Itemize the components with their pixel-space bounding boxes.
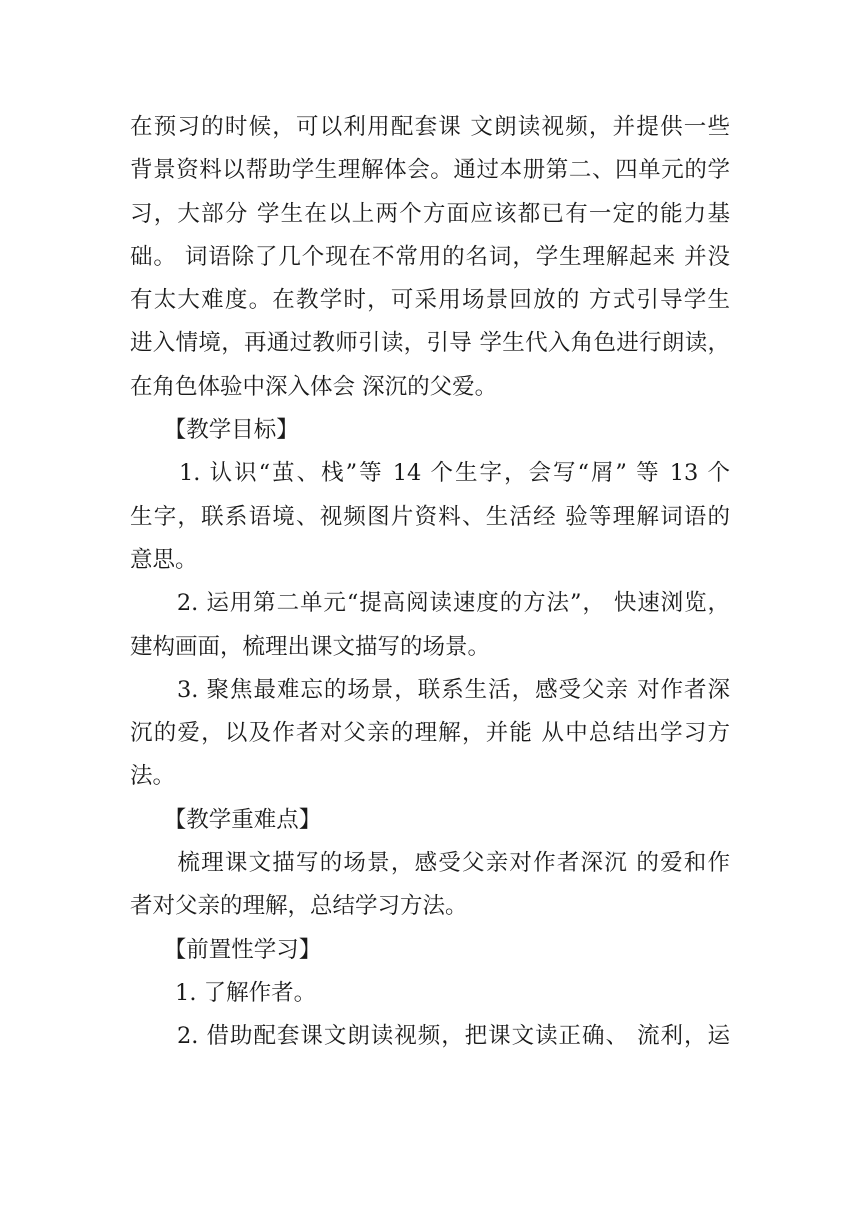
section-heading-pre	[130, 929, 730, 972]
text-line: 2. 借助配套课文朗读视频，把课文读正确、 流利，运	[130, 1023, 730, 1050]
paragraph-goal-2	[130, 582, 730, 669]
text-line: 进入情境，再通过教师引读，引导 学生代入角色进行朗读，	[130, 330, 730, 357]
text-line: 建构画面，梳理出课文描写的场景。	[130, 633, 491, 660]
text-line: 背景资料以帮助学生理解体会。通过本册第二、四单元的学	[130, 157, 730, 184]
text-line: 生字，联系语境、视频图片资料、生活经 验等理解词语的	[130, 503, 730, 530]
text-line: 础。 词语除了几个现在不常用的名词，学生理解起来 并没	[130, 243, 730, 270]
paragraph-intro	[130, 106, 730, 409]
text-line: 1. 了解作者。	[130, 979, 317, 1006]
paragraph-goal-3	[130, 669, 730, 799]
text-line: 3. 聚焦最难忘的场景，联系生活，感受父亲 对作者深	[130, 676, 730, 703]
heading-text: 【教学重难点】	[130, 806, 322, 833]
heading-text: 【教学目标】	[130, 417, 299, 444]
paragraph-key-points	[130, 842, 730, 929]
text-line: 习，大部分 学生在以上两个方面应该都已有一定的能力基	[130, 200, 730, 227]
text-line: 在预习的时候，可以利用配套课 文朗读视频，并提供一些	[130, 114, 730, 140]
text-line: 意思。	[130, 546, 198, 573]
paragraph-pre-1	[130, 972, 730, 1015]
section-heading-goals	[130, 409, 730, 452]
text-line: 梳理课文描写的场景，感受父亲对作者深沉 的爱和作	[130, 850, 730, 877]
document-page	[130, 106, 730, 1059]
text-line: 1. 认识“茧、栈”等 14 个生字，会写“屑” 等 13 个	[130, 460, 730, 487]
paragraph-goal-1	[130, 452, 730, 582]
text-line: 者对父亲的理解，总结学习方法。	[130, 893, 468, 920]
text-line: 2. 运用第二单元“提高阅读速度的方法”， 快速浏览，	[130, 590, 730, 617]
text-line: 沉的爱，以及作者对父亲的理解，并能 从中总结出学习方	[130, 720, 730, 747]
text-line: 有太大难度。在教学时，可采用场景回放的 方式引导学生	[130, 287, 730, 314]
paragraph-pre-2	[130, 1015, 730, 1058]
text-line: 在角色体验中深入体会 深沉的父爱。	[130, 373, 498, 400]
section-heading-key	[130, 799, 730, 842]
text-line: 法。	[130, 763, 176, 790]
heading-text: 【前置性学习】	[130, 936, 322, 963]
